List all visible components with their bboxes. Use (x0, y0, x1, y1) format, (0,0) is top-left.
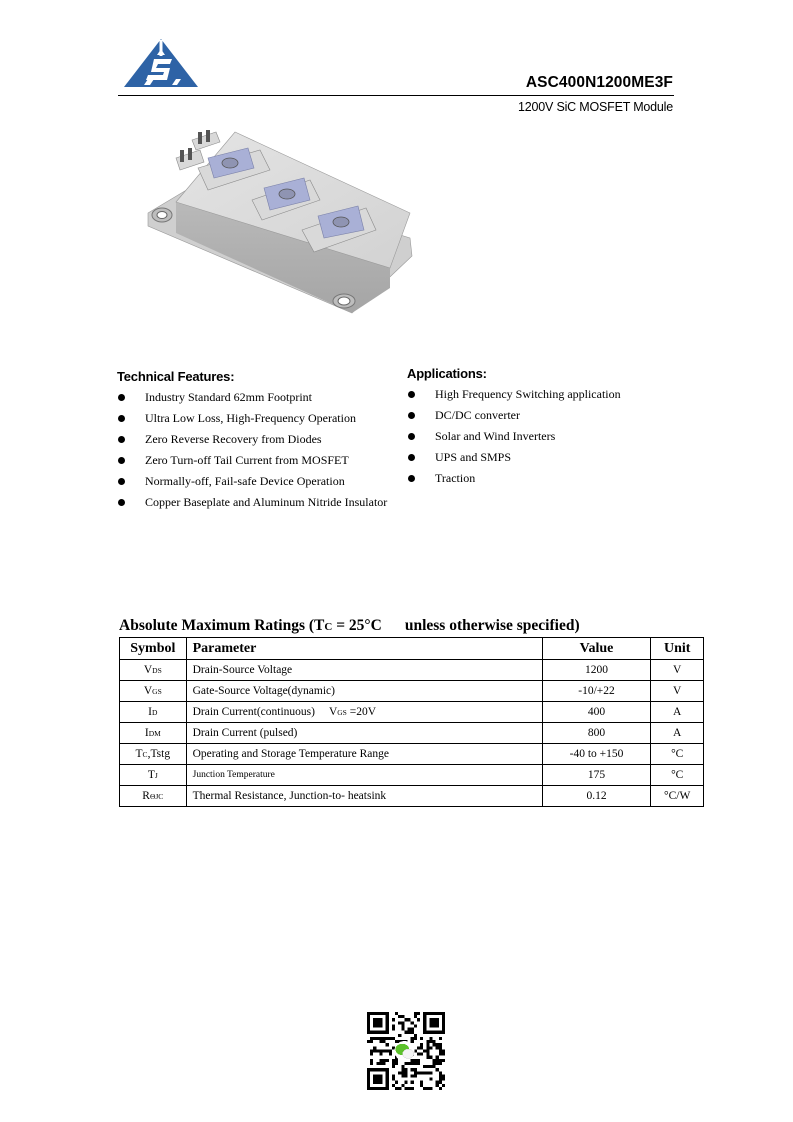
qr-module (439, 1037, 442, 1040)
qr-module (423, 1065, 426, 1068)
qr-module (417, 1053, 420, 1056)
qr-module (439, 1043, 442, 1046)
qr-module (414, 1012, 417, 1015)
bullet-icon (408, 475, 415, 482)
table-row (120, 702, 704, 723)
unit-cell: V (651, 660, 704, 681)
qr-module (383, 1040, 386, 1043)
bullet-icon (408, 391, 415, 398)
ratings-title-condition: = 25°C (332, 617, 382, 634)
qr-module (404, 1081, 407, 1084)
qr-module (411, 1062, 414, 1065)
feature-text: Zero Reverse Recovery from Diodes (145, 432, 322, 446)
table-row (120, 723, 704, 744)
qr-module (395, 1059, 398, 1062)
qr-module (417, 1062, 420, 1065)
application-text: Solar and Wind Inverters (435, 429, 556, 443)
parameter-condition-tail: =20V (346, 706, 377, 718)
unit-cell: A (651, 723, 704, 744)
application-item (407, 426, 621, 447)
qr-module (439, 1059, 442, 1062)
qr-module (420, 1081, 423, 1084)
feature-text: Normally-off, Fail-safe Device Operation (145, 474, 345, 488)
ratings-title-main: Absolute Maximum Ratings (T (119, 617, 325, 634)
bullet-icon (118, 436, 125, 443)
qr-module (392, 1046, 395, 1049)
applications-list (407, 384, 621, 489)
qr-module (408, 1018, 411, 1021)
symbol-cell (120, 765, 187, 786)
parameter-condition: V (328, 706, 338, 718)
qr-module (436, 1068, 439, 1071)
qr-module (426, 1056, 429, 1059)
qr-module (417, 1071, 420, 1074)
qr-module (379, 1053, 382, 1056)
symbol-cell (120, 786, 187, 807)
parameter-cell (186, 723, 542, 744)
qr-module (395, 1062, 398, 1065)
qr-module (417, 1046, 420, 1049)
parameter-text: Drain-Source Voltage (192, 664, 293, 676)
parameter-cell (186, 765, 542, 786)
qr-module (436, 1046, 439, 1049)
qr-module (379, 1059, 382, 1062)
qr-module (398, 1021, 401, 1024)
qr-module (383, 1037, 386, 1040)
qr-module (414, 1062, 417, 1065)
parameter-text: Drain Current (pulsed) (192, 727, 298, 739)
bullet-icon (118, 478, 125, 485)
qr-module (426, 1046, 429, 1049)
qr-module (436, 1062, 439, 1065)
qr-module (401, 1021, 404, 1024)
symbol-subscript: GS (152, 687, 162, 696)
qr-module (426, 1053, 429, 1056)
qr-module (376, 1049, 379, 1052)
qr-module (417, 1059, 420, 1062)
application-text: High Frequency Switching application (435, 387, 621, 401)
qr-module (370, 1040, 373, 1043)
symbol-cell (120, 681, 187, 702)
value-cell: -10/+22 (542, 681, 651, 702)
qr-module (370, 1037, 373, 1040)
application-item (407, 447, 621, 468)
qr-module (373, 1037, 376, 1040)
symbol-cell (120, 660, 187, 681)
qr-module (401, 1074, 404, 1077)
unit-cell: V (651, 681, 704, 702)
bullet-icon (118, 394, 125, 401)
qr-module (389, 1037, 392, 1040)
qr-module (392, 1065, 395, 1068)
qr-module (436, 1059, 439, 1062)
col-parameter-header: Parameter (186, 638, 542, 660)
qr-module (414, 1024, 417, 1027)
qr-module (414, 1034, 417, 1037)
qr-module (439, 1049, 442, 1052)
application-item (407, 384, 621, 405)
qr-module (411, 1031, 414, 1034)
parameter-cell (186, 786, 542, 807)
parameter-condition-subscript: GS (337, 708, 347, 717)
symbol-subscript: DM (148, 729, 161, 738)
qr-module (392, 1024, 395, 1027)
parameter-cell (186, 660, 542, 681)
applications-title: Applications: (407, 366, 487, 381)
qr-module (429, 1065, 432, 1068)
qr-module (383, 1059, 386, 1062)
qr-module (386, 1049, 389, 1052)
qr-module (392, 1018, 395, 1021)
bullet-icon (408, 433, 415, 440)
symbol-cell (120, 723, 187, 744)
qr-module (414, 1074, 417, 1077)
qr-module (408, 1062, 411, 1065)
feature-item (117, 387, 387, 408)
ratings-title (119, 617, 580, 635)
qr-module (436, 1056, 439, 1059)
qr-module (439, 1074, 442, 1077)
value-cell: 800 (542, 723, 651, 744)
qr-module (439, 1087, 442, 1090)
ratings-title-subscript: C (324, 621, 333, 633)
feature-item (117, 471, 387, 492)
qr-module (395, 1087, 398, 1090)
qr-module (404, 1074, 407, 1077)
feature-text: Ultra Low Loss, High-Frequency Operation (145, 411, 356, 425)
qr-module (429, 1046, 432, 1049)
qr-module (408, 1087, 411, 1090)
qr-module (442, 1084, 445, 1087)
feature-item (117, 450, 387, 471)
parameter-cell (186, 702, 542, 723)
qr-module (417, 1012, 420, 1015)
qr-module (389, 1049, 392, 1052)
qr-module (414, 1068, 417, 1071)
qr-module (386, 1059, 389, 1062)
parameter-cell (186, 681, 542, 702)
symbol-main: T (135, 748, 143, 760)
qr-module (442, 1078, 445, 1081)
qr-module (398, 1015, 401, 1018)
qr-module (401, 1071, 404, 1074)
qr-module (439, 1053, 442, 1056)
qr-module (370, 1062, 373, 1065)
symbol-main: V (143, 685, 153, 697)
qr-module (398, 1071, 401, 1074)
qr-module (392, 1037, 395, 1040)
bullet-icon (408, 412, 415, 419)
company-logo (124, 39, 198, 87)
table-row (120, 681, 704, 702)
bullet-icon (118, 499, 125, 506)
feature-item (117, 429, 387, 450)
qr-module (439, 1078, 442, 1081)
table-row (120, 660, 704, 681)
qr-module (401, 1084, 404, 1087)
qr-module (404, 1068, 407, 1071)
unit-cell: A (651, 702, 704, 723)
qr-module (370, 1053, 373, 1056)
parameter-text: Drain Current(continuous) (192, 706, 315, 718)
qr-module (433, 1043, 436, 1046)
qr-module (411, 1068, 414, 1071)
qr-module (379, 1037, 382, 1040)
qr-module (426, 1040, 429, 1043)
application-item (407, 468, 621, 489)
qr-module (426, 1065, 429, 1068)
qr-module (442, 1059, 445, 1062)
qr-module (439, 1062, 442, 1065)
qr-module (439, 1046, 442, 1049)
qr-module (417, 1018, 420, 1021)
qr-module (379, 1049, 382, 1052)
qr-module (373, 1046, 376, 1049)
value-cell: 1200 (542, 660, 651, 681)
qr-module (383, 1062, 386, 1065)
qr-module (426, 1049, 429, 1052)
qr-module (398, 1087, 401, 1090)
table-row (120, 786, 704, 807)
parameter-text: Gate-Source Voltage(dynamic) (192, 685, 335, 697)
qr-module (429, 1037, 432, 1040)
symbol-cell (120, 744, 187, 765)
qr-module (395, 1081, 398, 1084)
application-item (407, 405, 621, 426)
qr-module (439, 1071, 442, 1074)
qr-module (401, 1028, 404, 1031)
qr-module (420, 1037, 423, 1040)
qr-module (420, 1046, 423, 1049)
qr-module (389, 1053, 392, 1056)
symbol-main: R (142, 790, 150, 802)
wechat-qr-code (367, 1012, 445, 1090)
table-row (120, 765, 704, 786)
qr-module (420, 1084, 423, 1087)
application-text: DC/DC converter (435, 408, 520, 422)
symbol-main: I (144, 727, 149, 739)
symbol-cell (120, 702, 187, 723)
qr-module (404, 1018, 407, 1021)
qr-module (433, 1059, 436, 1062)
feature-item (117, 492, 387, 513)
table-header-row (120, 638, 704, 660)
qr-module (423, 1087, 426, 1090)
qr-module (386, 1037, 389, 1040)
qr-module (433, 1040, 436, 1043)
qr-module (379, 1040, 382, 1043)
symbol-subscript: C (142, 750, 148, 759)
table-row (120, 744, 704, 765)
qr-module (426, 1071, 429, 1074)
qr-module (392, 1028, 395, 1031)
qr-module (414, 1071, 417, 1074)
qr-module (401, 1065, 404, 1068)
qr-module (414, 1059, 417, 1062)
qr-module (442, 1053, 445, 1056)
qr-module (411, 1037, 414, 1040)
qr-module (395, 1040, 398, 1043)
qr-module (404, 1071, 407, 1074)
unit-cell: °C/W (651, 786, 704, 807)
unit-cell: °C (651, 744, 704, 765)
qr-module (423, 1071, 426, 1074)
symbol-subscript: J (154, 771, 158, 780)
qr-module (392, 1074, 395, 1077)
parameter-text: Thermal Resistance, Junction-to- heatsink (192, 790, 387, 802)
parameter-text: Junction Temperature (192, 770, 275, 780)
qr-module (433, 1062, 436, 1065)
col-value-header: Value (542, 638, 651, 660)
symbol-subscript: DS (152, 666, 162, 675)
parameter-text: Operating and Storage Temperature Range (192, 748, 389, 760)
symbol-subscript: D (152, 708, 158, 717)
qr-module (398, 1034, 401, 1037)
qr-module (411, 1028, 414, 1031)
feature-text: Zero Turn-off Tail Current from MOSFET (145, 453, 349, 467)
qr-module (411, 1040, 414, 1043)
qr-module (401, 1015, 404, 1018)
bullet-icon (118, 415, 125, 422)
value-cell: 400 (542, 702, 651, 723)
qr-module (370, 1059, 373, 1062)
part-number: ASC400N1200ME3F (525, 74, 673, 91)
symbol-tail: ,Tstg (147, 748, 171, 760)
parameter-cell (186, 744, 542, 765)
feature-text: Copper Baseplate and Aluminum Nitride Insulator (145, 495, 388, 509)
header-divider (118, 95, 674, 96)
symbol-main: V (143, 664, 153, 676)
qr-module (395, 1012, 398, 1015)
qr-module (420, 1043, 423, 1046)
qr-module (379, 1062, 382, 1065)
qr-module (429, 1056, 432, 1059)
qr-module (408, 1031, 411, 1034)
qr-module (429, 1087, 432, 1090)
value-cell: 175 (542, 765, 651, 786)
col-unit-header: Unit (651, 638, 704, 660)
qr-module (411, 1021, 414, 1024)
application-text: UPS and SMPS (435, 450, 512, 464)
application-text: Traction (435, 471, 476, 485)
qr-module (411, 1081, 414, 1084)
qr-module (420, 1071, 423, 1074)
qr-module (383, 1049, 386, 1052)
ratings-title-tail: unless otherwise specified) (404, 617, 580, 634)
power-module-image (140, 118, 420, 318)
value-cell: 0.12 (542, 786, 651, 807)
qr-module (420, 1053, 423, 1056)
qr-module (436, 1081, 439, 1084)
qr-module (408, 1028, 411, 1031)
qr-module (426, 1087, 429, 1090)
qr-module (373, 1049, 376, 1052)
symbol-main: T (147, 769, 155, 781)
qr-module (370, 1049, 373, 1052)
qr-module (414, 1037, 417, 1040)
qr-module (436, 1084, 439, 1087)
qr-module (423, 1049, 426, 1052)
qr-module (404, 1031, 407, 1034)
qr-module (442, 1049, 445, 1052)
qr-module (392, 1078, 395, 1081)
qr-module (426, 1043, 429, 1046)
value-cell: -40 to +150 (542, 744, 651, 765)
qr-module (411, 1059, 414, 1062)
feature-item (117, 408, 387, 429)
qr-module (376, 1062, 379, 1065)
feature-text: Industry Standard 62mm Footprint (145, 390, 312, 404)
qr-module (392, 1084, 395, 1087)
ratings-table (119, 637, 704, 807)
qr-module (439, 1081, 442, 1084)
col-symbol-header: Symbol (120, 638, 187, 660)
qr-module (429, 1078, 432, 1081)
bullet-icon (118, 457, 125, 464)
qr-module (367, 1040, 370, 1043)
qr-module (429, 1071, 432, 1074)
features-title: Technical Features: (117, 369, 235, 384)
unit-cell: °C (651, 765, 704, 786)
qr-module (376, 1037, 379, 1040)
product-subtitle: 1200V SiC MOSFET Module (518, 100, 673, 114)
qr-module (392, 1062, 395, 1065)
qr-module (401, 1068, 404, 1071)
qr-module (414, 1015, 417, 1018)
qr-module (411, 1074, 414, 1077)
qr-module (429, 1040, 432, 1043)
qr-module (442, 1074, 445, 1077)
qr-module (404, 1087, 407, 1090)
qr-module (436, 1043, 439, 1046)
bullet-icon (408, 454, 415, 461)
qr-module (401, 1024, 404, 1027)
qr-module (386, 1043, 389, 1046)
qr-module (404, 1062, 407, 1065)
qr-module (433, 1065, 436, 1068)
symbol-subscript: ΘJC (149, 792, 164, 801)
symbol-main: I (148, 706, 153, 718)
qr-module (411, 1087, 414, 1090)
qr-module (392, 1059, 395, 1062)
features-list (117, 387, 387, 513)
